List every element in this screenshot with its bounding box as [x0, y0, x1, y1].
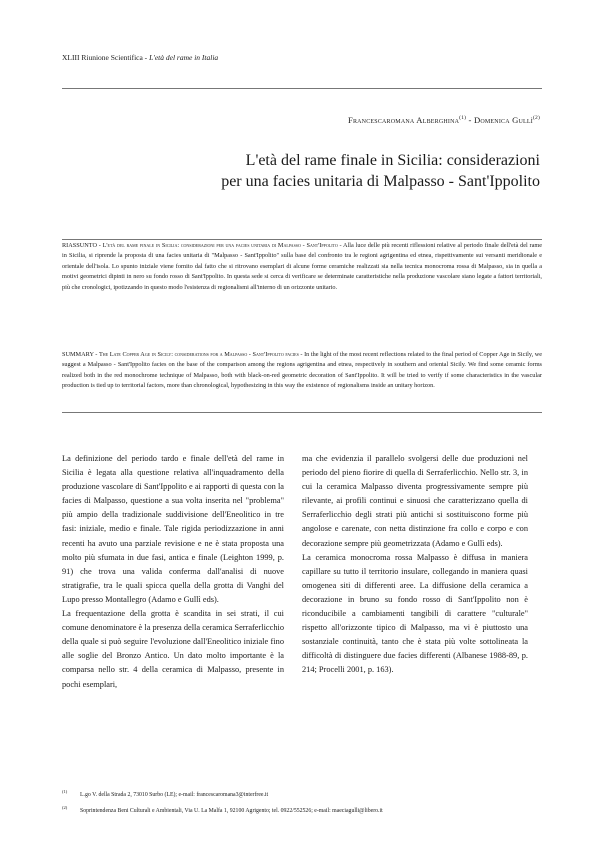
body-paragraph: La ceramica monocroma rossa Malpasso è diffusa in maniera capillare su tutto il territorio insulare, collegando in maniera quasi omogenea siti di differenti aree. La diffusione della ceramica a decorazione in bruno su fondo rosso di Sant'Ippolito non è riconducibile a cambiamenti tangibili di carattere "culturale" rispetto all'orizzonte tipico di Malpasso, ma vi è piuttosto una sostanziale continuità, tanto che è stata più volte sottolineata la difficoltà di distinguere due facies differenti (Albanese 1988-89, p. 214; Procelli 2001, p. 163). [302, 552, 528, 675]
paper-title [62, 150, 540, 192]
abstract-en-text: - In the light of the most recent reflections related to the final period of Copper Age in Sicily, we suggest a Malpasso - Sant'Ippolito facies on the base of the comparison among the regions agrigentina and etnea, respectively in southern and oriental Sicily. We find some ceramic forms realized both in the red monochrome technique of Malpasso, both with black-on-red geometric decoration of Sant'Ippolito. It will be tried to verify if some characteristics in the vascular production is tied up to territorial factors, more than chronological, hypothesizing in this way the existence of regionalisms inside an unitary horizon. [62, 351, 543, 390]
abstract-english [62, 350, 542, 392]
body-rule [62, 412, 542, 413]
footnote-mark: (2) [62, 804, 68, 810]
body-paragraph: ma che evidenzia il parallelo svolgersi delle due produzioni nel periodo del pieno fiorire di quella di Serraferlicchio. Nello str. 3, in cui la ceramica Malpasso diventa progressivamente sempre più rilevante, ai profili continui e sinuosi che caratterizzano quella di Serraferlicchio degli strati più antichi si sostituiscono forme più angolose e carenate, con netta distinzione fra collo e corpo e con decorazione sempre più geometrizzata (Adamo e Gullì eds). [302, 454, 528, 548]
abstract-en-heading: The Late Copper Age in Sicily: considerations for a Malpasso - Sant'Ippolito facies [98, 351, 299, 358]
body-paragraph: La frequentazione della grotta è scandita in sei strati, il cui comune denominatore è la presenza della ceramica Serraferlicchio della quale si può seguire l'evoluzione dall'Eneolitico iniziale fino alle soglie del Bronzo Antico. Un dato molto importante è la comparsa nello str. 4 della ceramica di Malpasso, presente in pochi esemplari, [62, 609, 284, 689]
abstract-en-label: SUMMARY - [62, 351, 99, 358]
footnotes [62, 786, 542, 817]
author-line [62, 115, 540, 125]
footnote-text: Soprintendenza Beni Culturali e Ambientali, Via U. La Malfa 1, 92100 Agrigento; tel. 0922/552526; e-mail: maeciagulli@libero.it [80, 807, 383, 814]
abstract-rule [62, 239, 542, 240]
title-line-1: L'età del rame finale in Sicilia: considerazioni [245, 152, 540, 169]
abstract-it-heading: L'età del rame finale in Sicilia: considerazioni per una facies unitaria di Malpasso - Sant'Ippolito [102, 242, 338, 249]
author-second: Domenica Gullì [473, 115, 533, 125]
footnote [62, 802, 542, 818]
author-separator: - [466, 115, 474, 125]
abstract-it-text: - Alla luce delle più recenti riflessioni relative al periodo finale dell'età del rame in Sicilia, si riprende la proposta di una facies unitaria di "Malpasso - Sant'Ippolito" sulla base del confronto tra le regioni agrigentina ed etnea, rispettivamente sui versanti meridionale e orientale dell'isola. Lo spunto iniziale viene fornito dal fatto che si ritrovano esemplari di alcune forme ceramiche realizzati sia nella tecnica monocroma rossa di Malpasso, sia in quella a motivi geometrici dipinti in nero su fondo rosso di Sant'Ippolito. In questa sede si cerca di verificare se determinate caratteristiche nella produzione vascolare siano legate a fattori territoriali, più che cronologici, ipotizzando in questo modo l'esistenza di regionalismi all'interno di un orizzonte unitario. [62, 242, 543, 291]
abstract-it-label: RIASSUNTO - [62, 242, 103, 249]
footnote [62, 786, 542, 802]
header-journal: L'età del rame in Italia [149, 53, 219, 62]
footnote-text: L.go V. della Strada 2, 73010 Surbo (LE); e-mail: francescaromana3@interfree.it [80, 791, 269, 798]
author-first: Francescaromana Alberghina [347, 115, 460, 125]
body-paragraph: La definizione del periodo tardo e finale dell'età del rame in Sicilia è legata alla questione relativa all'inquadramento della produzione vascolare di Sant'Ippolito e ai rapporti di questa con la facies di Malpasso, questione a sua volta inserita nel "problema" più ampio della tradizionale suddivisione dell'Eneolitico in tre fasi: iniziale, medio e finale. Tale rigida periodizzazione in anni recenti ha avuto una parziale revisione e ne è stata proposta una molto più sfumata in due fasi, antica e finale (Leighton 1999, p. 91) che trova una valida conferma dall'analisi di nuove stratigrafie, tra le quali spicca quella della grotta di Vanghi del Lupo presso Montallegro (Adamo e Gullì eds). [62, 454, 284, 604]
footnote-mark: (1) [62, 789, 68, 794]
title-line-2: per una facies unitaria di Malpasso - Sant'Ippolito [221, 173, 540, 190]
body-column-left [62, 452, 284, 692]
author-first-mark: (1) [459, 115, 467, 122]
header-series: XLIII Riunione Scientifica - [62, 53, 150, 62]
author-second-mark: (2) [532, 115, 540, 122]
header-rule [62, 88, 542, 89]
body-column-right [302, 452, 528, 678]
abstract-italian [62, 241, 542, 293]
running-header [62, 53, 542, 63]
